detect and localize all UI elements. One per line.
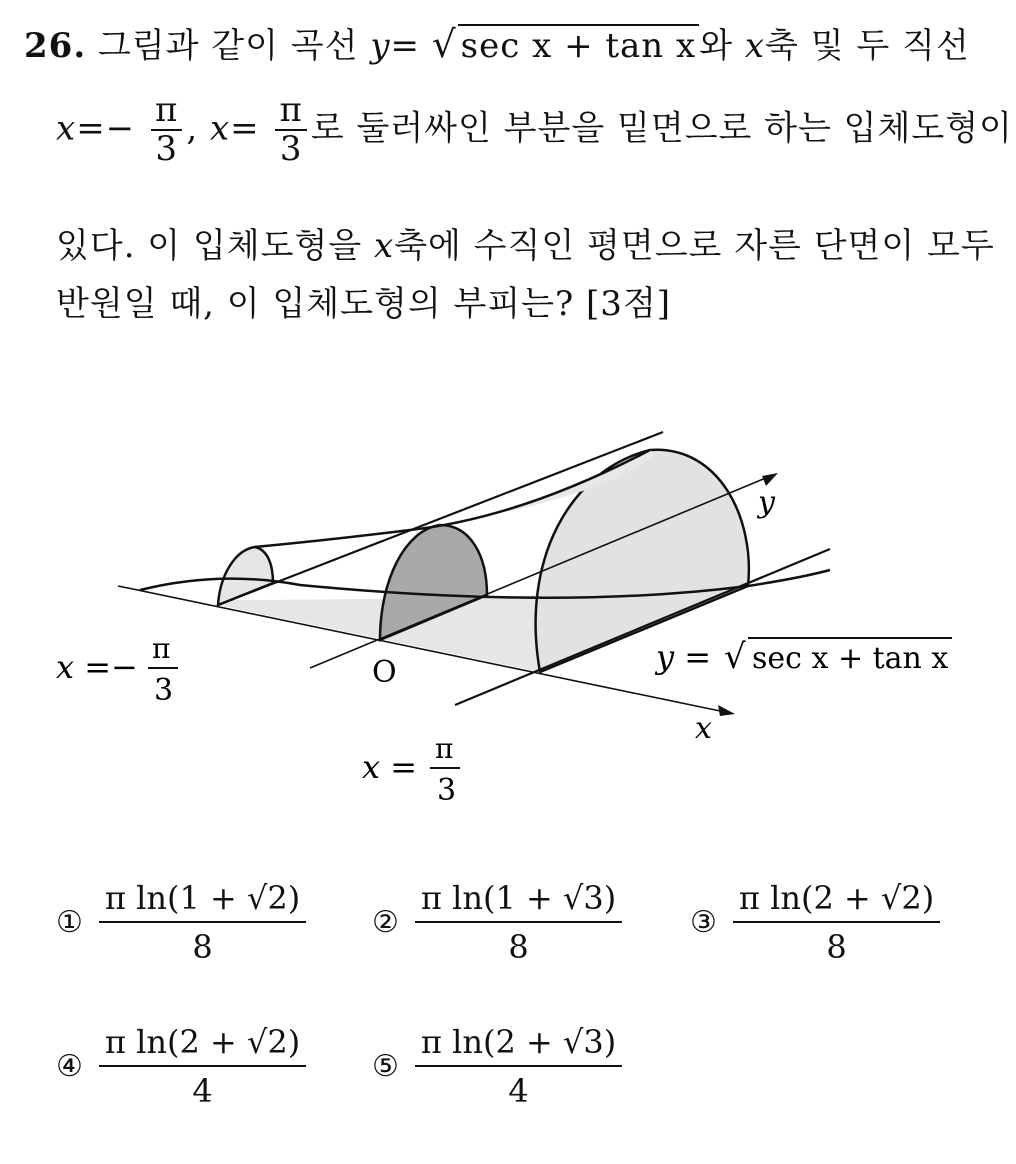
equals-neg: =− xyxy=(76,108,136,149)
choice-denominator: 8 xyxy=(192,927,213,966)
problem-text-1b: 와 xyxy=(699,26,734,66)
choice-mark: ③ xyxy=(690,905,717,941)
left-line-label: x =− xyxy=(56,648,138,686)
right-line-label: x = xyxy=(362,748,418,786)
x-axis-label: x xyxy=(695,711,712,746)
problem-text-3: 있다. 이 입체도형을 xyxy=(56,226,363,266)
choice-numerator: π ln(2 + √3) xyxy=(415,1024,622,1067)
origin-label: O xyxy=(372,655,397,690)
choice-denominator: 4 xyxy=(508,1071,529,1110)
problem-text-3b: 축에 수직인 평면으로 자른 단면이 모두 xyxy=(394,226,995,266)
choice-mark: ④ xyxy=(56,1049,83,1085)
fraction-neg-pi-3: $\frac{\pi}{3}$ xyxy=(151,92,182,169)
radicand: sec x + tan x xyxy=(458,24,700,66)
var-x: x xyxy=(744,26,766,66)
choice-3[interactable] xyxy=(690,880,940,966)
var-x: x xyxy=(374,226,395,266)
equals: = xyxy=(390,26,421,66)
choice-mark: ⑤ xyxy=(372,1049,399,1085)
choice-denominator: 4 xyxy=(192,1071,213,1110)
choice-denominator: 8 xyxy=(826,927,847,966)
problem-text-4: 반원일 때, 이 입체도형의 부피는? [3점] xyxy=(56,284,672,324)
var-x: x xyxy=(209,108,231,149)
right-pi: π xyxy=(435,732,454,765)
problem-text-1c: 축 및 두 직선 xyxy=(765,26,970,66)
solid-figure xyxy=(0,410,1016,830)
problem-number: 26. xyxy=(24,26,87,66)
comma: , xyxy=(186,108,199,149)
problem-line-4 xyxy=(56,276,671,325)
choice-mark: ② xyxy=(372,905,399,941)
var-x: x xyxy=(56,108,77,149)
problem-line-1 xyxy=(24,18,970,67)
y-axis-label: y xyxy=(758,485,775,520)
choice-numerator: π ln(1 + √3) xyxy=(415,880,622,923)
x-axis-arrow xyxy=(718,705,735,716)
right-three: 3 xyxy=(437,773,457,808)
problem-line-3 xyxy=(56,218,995,267)
left-three: 3 xyxy=(154,673,174,708)
choice-numerator: π ln(1 + √2) xyxy=(99,880,306,923)
equals: = xyxy=(230,108,260,149)
choice-1[interactable] xyxy=(56,880,306,966)
curve-label-sqrt: √ xyxy=(724,637,746,677)
choice-4[interactable] xyxy=(56,1024,306,1110)
problem-text-1a: 그림과 같이 곡선 xyxy=(97,26,359,66)
semicircle-left xyxy=(218,547,273,605)
sqrt-symbol: √ xyxy=(431,22,457,66)
choice-numerator: π ln(2 + √2) xyxy=(99,1024,306,1067)
choice-denominator: 8 xyxy=(508,927,529,966)
choice-2[interactable] xyxy=(372,880,622,966)
choice-mark: ① xyxy=(56,905,83,941)
problem-text-2a: 로 둘러싸인 부분을 밑면으로 하는 입체도형이 xyxy=(310,108,1013,149)
curve-label-prefix: y = xyxy=(656,638,712,676)
choice-5[interactable] xyxy=(372,1024,622,1110)
problem-line-2 xyxy=(56,92,1013,169)
fraction-pi-3: $\frac{\pi}{3}$ xyxy=(275,92,306,169)
choice-numerator: π ln(2 + √2) xyxy=(733,880,940,923)
left-pi: π xyxy=(152,632,171,665)
var-y: y xyxy=(370,26,391,66)
curve-label-radicand: sec x + tan x xyxy=(752,641,949,676)
